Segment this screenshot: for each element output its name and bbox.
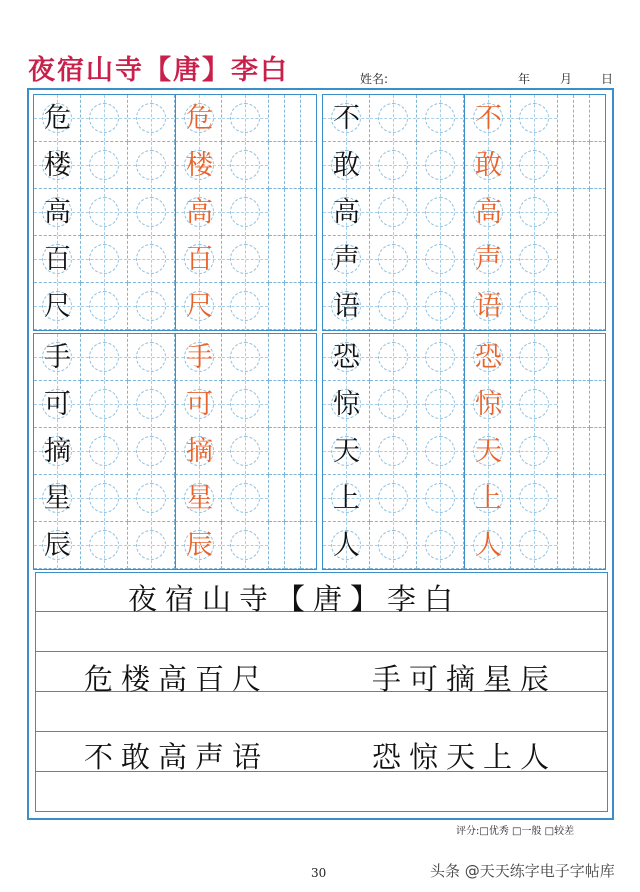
narrow-cell: [269, 381, 285, 428]
model-character: 可: [44, 389, 71, 420]
practice-row: [34, 334, 316, 381]
grid-cell: [323, 236, 370, 283]
grid-cell: [34, 283, 81, 330]
grid-cell: [128, 283, 175, 330]
practice-sheet: [27, 88, 614, 820]
poem-line-2: 手可摘星辰: [372, 662, 558, 696]
trace-character: 尺: [186, 291, 213, 322]
grid-cell: [222, 95, 269, 142]
practice-row: [323, 428, 605, 475]
practice-block: [33, 333, 317, 570]
practice-row: [323, 475, 605, 522]
narrow-cell: [558, 522, 574, 569]
narrow-cell: [558, 142, 574, 189]
grid-cell: [81, 522, 128, 569]
model-character: 百: [44, 244, 71, 275]
narrow-cell: [301, 381, 317, 428]
model-character: 上: [333, 483, 360, 514]
narrow-cell: [574, 189, 590, 236]
grid-cell: [417, 189, 464, 236]
narrow-cell: [574, 236, 590, 283]
narrow-cell: [285, 381, 301, 428]
grid-cell: [34, 142, 81, 189]
narrow-cell: [301, 95, 317, 142]
grid-cell: [417, 95, 464, 142]
grid-cell: [128, 189, 175, 236]
trace-character: 惊: [475, 389, 502, 420]
model-character: 惊: [333, 389, 360, 420]
narrow-cell: [285, 475, 301, 522]
narrow-cell: [301, 236, 317, 283]
narrow-cell: [285, 142, 301, 189]
narrow-cell: [269, 95, 285, 142]
practice-row: [323, 283, 605, 330]
trace-character: 星: [186, 483, 213, 514]
grid-cell: [175, 428, 222, 475]
grid-cell: [222, 475, 269, 522]
trace-character: 语: [475, 291, 502, 322]
narrow-cell: [269, 522, 285, 569]
grid-cell: [370, 522, 417, 569]
narrow-cell: [590, 428, 606, 475]
narrow-cell: [285, 95, 301, 142]
practice-row: [323, 522, 605, 569]
grid-cell: [128, 95, 175, 142]
grid-cell: [222, 428, 269, 475]
grid-cell: [417, 381, 464, 428]
narrow-cell: [590, 189, 606, 236]
grid-cell: [34, 428, 81, 475]
grid-cell: [34, 334, 81, 381]
grid-cell: [81, 283, 128, 330]
grid-cell: [323, 95, 370, 142]
grid-cell: [81, 428, 128, 475]
model-character: 星: [44, 483, 71, 514]
narrow-cell: [574, 334, 590, 381]
narrow-cell: [590, 95, 606, 142]
grid-cell: [417, 334, 464, 381]
grid-cell: [511, 189, 558, 236]
model-character: 楼: [44, 150, 71, 181]
narrow-cell: [590, 236, 606, 283]
copy-writing-area: [35, 572, 608, 812]
grid-cell: [464, 142, 511, 189]
practice-row: [34, 283, 316, 330]
practice-row: [34, 475, 316, 522]
grid-cell: [464, 334, 511, 381]
trace-character: 辰: [186, 530, 213, 561]
grid-cell: [175, 475, 222, 522]
grid-cell: [323, 522, 370, 569]
grid-cell: [128, 475, 175, 522]
grid-cell: [370, 189, 417, 236]
poem-line-4: 恐惊天上人: [372, 740, 558, 774]
grid-cell: [511, 142, 558, 189]
grid-cell: [81, 475, 128, 522]
year-label: 年: [518, 72, 531, 86]
grid-cell: [323, 283, 370, 330]
grid-cell: [370, 428, 417, 475]
grid-cell: [464, 522, 511, 569]
practice-row: [323, 142, 605, 189]
model-character: 天: [333, 436, 360, 467]
trace-character: 恐: [475, 342, 502, 373]
narrow-cell: [269, 283, 285, 330]
narrow-cell: [301, 475, 317, 522]
practice-row: [34, 142, 316, 189]
grid-cell: [323, 189, 370, 236]
narrow-cell: [285, 283, 301, 330]
practice-block: [322, 94, 606, 331]
grid-cell: [222, 334, 269, 381]
grid-cell: [222, 381, 269, 428]
grid-cell: [128, 381, 175, 428]
grid-cell: [222, 189, 269, 236]
trace-character: 高: [186, 197, 213, 228]
practice-row: [323, 236, 605, 283]
grid-cell: [511, 95, 558, 142]
trace-character: 手: [186, 342, 213, 373]
model-character: 人: [333, 530, 360, 561]
trace-character: 高: [475, 197, 502, 228]
grid-cell: [34, 475, 81, 522]
grid-cell: [34, 236, 81, 283]
narrow-cell: [301, 189, 317, 236]
grid-cell: [128, 236, 175, 283]
poem-line-3: 不敢高声语: [84, 740, 270, 774]
grid-cell: [323, 142, 370, 189]
trace-character: 敢: [475, 150, 502, 181]
grid-cell: [128, 142, 175, 189]
narrow-cell: [285, 189, 301, 236]
grid-cell: [511, 236, 558, 283]
grid-cell: [511, 522, 558, 569]
model-character: 高: [333, 197, 360, 228]
grid-cell: [81, 236, 128, 283]
practice-row: [34, 95, 316, 142]
grid-cell: [323, 428, 370, 475]
trace-character: 人: [475, 530, 502, 561]
narrow-cell: [269, 236, 285, 283]
practice-block: [322, 333, 606, 570]
narrow-cell: [558, 475, 574, 522]
narrow-cell: [590, 522, 606, 569]
narrow-cell: [285, 334, 301, 381]
grid-cell: [511, 475, 558, 522]
grid-cell: [464, 283, 511, 330]
grid-cell: [175, 334, 222, 381]
grid-cell: [511, 381, 558, 428]
grid-cell: [222, 236, 269, 283]
grid-cell: [222, 283, 269, 330]
practice-row: [323, 95, 605, 142]
grid-cell: [81, 189, 128, 236]
model-character: 不: [333, 103, 360, 134]
grid-cell: [34, 189, 81, 236]
narrow-cell: [590, 283, 606, 330]
narrow-cell: [269, 142, 285, 189]
grid-cell: [511, 283, 558, 330]
trace-character: 百: [186, 244, 213, 275]
model-character: 高: [44, 197, 71, 228]
practice-row: [34, 236, 316, 283]
grid-cell: [370, 334, 417, 381]
narrow-cell: [269, 475, 285, 522]
grid-cell: [323, 475, 370, 522]
grid-cell: [417, 236, 464, 283]
narrow-cell: [590, 142, 606, 189]
rating-options: 评分:□优秀 □一般 □较差: [456, 826, 575, 837]
grid-cell: [81, 334, 128, 381]
grid-cell: [34, 381, 81, 428]
grid-cell: [417, 142, 464, 189]
grid-cell: [464, 428, 511, 475]
narrow-cell: [558, 381, 574, 428]
grid-cell: [370, 475, 417, 522]
name-label: 姓名:: [360, 72, 389, 86]
grid-cell: [128, 522, 175, 569]
model-character: 敢: [333, 150, 360, 181]
narrow-cell: [590, 334, 606, 381]
narrow-cell: [269, 189, 285, 236]
narrow-cell: [574, 381, 590, 428]
grid-cell: [464, 236, 511, 283]
trace-character: 摘: [186, 436, 213, 467]
narrow-cell: [301, 283, 317, 330]
practice-row: [34, 428, 316, 475]
grid-cell: [417, 283, 464, 330]
grid-cell: [370, 236, 417, 283]
grid-cell: [34, 522, 81, 569]
grid-cell: [175, 236, 222, 283]
grid-cell: [222, 522, 269, 569]
page-title: 夜宿山寺【唐】李白: [28, 55, 289, 86]
narrow-cell: [558, 428, 574, 475]
narrow-cell: [301, 142, 317, 189]
practice-row: [323, 189, 605, 236]
narrow-cell: [558, 189, 574, 236]
model-character: 语: [333, 291, 360, 322]
narrow-cell: [590, 475, 606, 522]
day-label: 日: [601, 72, 614, 86]
month-label: 月: [560, 72, 573, 86]
grid-cell: [323, 334, 370, 381]
practice-block: [33, 94, 317, 331]
trace-character: 声: [475, 244, 502, 275]
grid-cell: [323, 381, 370, 428]
grid-cell: [222, 142, 269, 189]
grid-cell: [464, 381, 511, 428]
page-number: 30: [311, 866, 327, 880]
narrow-cell: [590, 381, 606, 428]
grid-cell: [511, 334, 558, 381]
trace-character: 危: [186, 103, 213, 134]
grid-cell: [128, 334, 175, 381]
practice-row: [34, 522, 316, 569]
grid-cell: [128, 428, 175, 475]
narrow-cell: [574, 428, 590, 475]
grid-cell: [370, 381, 417, 428]
model-character: 恐: [333, 342, 360, 373]
grid-cell: [417, 428, 464, 475]
narrow-cell: [558, 236, 574, 283]
narrow-cell: [574, 283, 590, 330]
grid-cell: [175, 283, 222, 330]
grid-cell: [370, 283, 417, 330]
grid-cell: [370, 142, 417, 189]
grid-cell: [464, 95, 511, 142]
narrow-cell: [558, 334, 574, 381]
trace-character: 天: [475, 436, 502, 467]
narrow-cell: [558, 95, 574, 142]
narrow-cell: [574, 95, 590, 142]
narrow-cell: [574, 522, 590, 569]
narrow-cell: [301, 522, 317, 569]
narrow-cell: [285, 428, 301, 475]
narrow-cell: [285, 236, 301, 283]
practice-row: [323, 381, 605, 428]
grid-cell: [175, 142, 222, 189]
narrow-cell: [269, 428, 285, 475]
grid-cell: [175, 189, 222, 236]
model-character: 辰: [44, 530, 71, 561]
model-character: 危: [44, 103, 71, 134]
grid-cell: [464, 189, 511, 236]
grid-cell: [417, 475, 464, 522]
grid-cell: [81, 142, 128, 189]
grid-cell: [81, 381, 128, 428]
narrow-cell: [285, 522, 301, 569]
watermark: 头条 @天天练字电子字帖库: [430, 862, 615, 880]
model-character: 尺: [44, 291, 71, 322]
trace-character: 可: [186, 389, 213, 420]
model-character: 手: [44, 342, 71, 373]
model-character: 声: [333, 244, 360, 275]
grid-cell: [175, 522, 222, 569]
grid-cell: [417, 522, 464, 569]
practice-row: [34, 381, 316, 428]
grid-cell: [464, 475, 511, 522]
grid-cell: [81, 95, 128, 142]
grid-cell: [511, 428, 558, 475]
narrow-cell: [301, 334, 317, 381]
practice-row: [323, 334, 605, 381]
narrow-cell: [574, 142, 590, 189]
trace-character: 不: [475, 103, 502, 134]
practice-row: [34, 189, 316, 236]
model-character: 摘: [44, 436, 71, 467]
poem-line-1: 危楼高百尺: [84, 662, 270, 696]
narrow-cell: [558, 283, 574, 330]
narrow-cell: [301, 428, 317, 475]
grid-cell: [370, 95, 417, 142]
poem-title-line: 夜宿山寺【唐】李白: [128, 582, 462, 616]
narrow-cell: [574, 475, 590, 522]
grid-cell: [34, 95, 81, 142]
grid-cell: [175, 381, 222, 428]
grid-cell: [175, 95, 222, 142]
trace-character: 上: [475, 483, 502, 514]
trace-character: 楼: [186, 150, 213, 181]
narrow-cell: [269, 334, 285, 381]
